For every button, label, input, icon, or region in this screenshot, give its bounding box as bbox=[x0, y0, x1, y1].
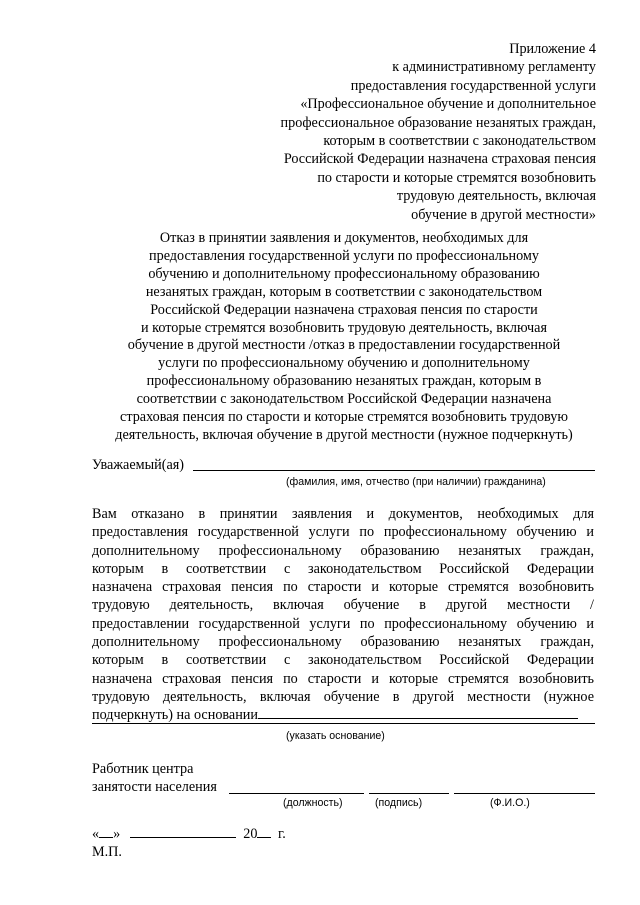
title-line: обучение в другой местности /отказ в предоставлении государственной bbox=[127, 337, 561, 354]
body-line: предоставления государственной услуги по профессиональному обучению и bbox=[92, 524, 594, 541]
appendix-line: Приложение 4 bbox=[509, 41, 596, 57]
title-line: страховая пенсия по старости и которые стремятся возобновить трудовую bbox=[120, 409, 568, 426]
appendix-line: профессиональное образование незанятых граждан, bbox=[280, 114, 596, 131]
appendix-line: предоставления государственной услуги bbox=[350, 77, 596, 94]
basis-hint: (указать основание) bbox=[286, 730, 385, 742]
appendix-line: Российской Федерации назначена страховая пенсия bbox=[283, 151, 596, 168]
basis-label: подчеркнуть) на основании bbox=[92, 707, 258, 724]
worker-label-line2: занятости населения bbox=[92, 779, 217, 795]
body-line: которым в соответствии с законодательством Российской Федерации bbox=[92, 560, 594, 577]
basis-extra-line bbox=[92, 723, 595, 724]
greeting-label: Уважаемый(ая) bbox=[92, 457, 185, 473]
appendix-line: к административному регламенту bbox=[392, 59, 596, 76]
name-hint: (Ф.И.О.) bbox=[490, 797, 530, 809]
year-blank bbox=[257, 837, 271, 838]
day-blank bbox=[99, 837, 113, 838]
title-line: Российской Федерации назначена страховая пенсия по старости bbox=[150, 301, 538, 318]
title-line: соответствии с законодательством Российской Федерации назначена bbox=[136, 391, 552, 408]
appendix-line: обучение в другой местности» bbox=[411, 206, 596, 223]
title-line: деятельность, включая обучение в другой местности (нужное подчеркнуть) bbox=[115, 426, 573, 443]
title-line: обучению и дополнительному профессиональному образованию bbox=[148, 265, 540, 282]
body-line: трудовую деятельность, включая обучение в другой местности / bbox=[92, 597, 594, 614]
title-line: Отказ в принятии заявления и документов, необходимых для bbox=[159, 230, 529, 246]
position-line bbox=[229, 793, 364, 794]
date-line bbox=[92, 826, 286, 843]
body-line: которым в соответствии с законодательством Российской Федерации bbox=[92, 652, 594, 669]
body-line: Вам отказано в принятии заявления и документов, необходимых для bbox=[92, 506, 594, 522]
signature-hint: (подпись) bbox=[375, 797, 423, 809]
appendix-line: которым в соответствии с законодательством bbox=[323, 133, 596, 150]
title-line: незанятых граждан, которым в соответствии с законодательством bbox=[145, 283, 543, 300]
greeting-name-line bbox=[193, 470, 595, 471]
appendix-header bbox=[196, 40, 596, 224]
title-line: предоставления государственной услуги по профессиональному bbox=[149, 247, 539, 264]
date-quote-close: » bbox=[113, 826, 121, 842]
title-line: услуги по профессиональному обучению и дополнительному bbox=[158, 355, 530, 372]
date-quote-open: « bbox=[92, 826, 100, 842]
year-suffix: г. bbox=[278, 826, 286, 842]
appendix-line: по старости и которые стремятся возобновить bbox=[317, 169, 596, 186]
title-line: и которые стремятся возобновить трудовую деятельность, включая bbox=[141, 319, 547, 336]
body-line: назначена страховая пенсия по старости и которые стремятся возобновить bbox=[92, 670, 594, 687]
body-last-line bbox=[92, 706, 594, 724]
signature-line bbox=[369, 793, 449, 794]
basis-blank bbox=[258, 718, 578, 719]
body-line: предоставлении государственной услуги по профессиональному обучению и bbox=[92, 615, 594, 632]
year-prefix: 20 bbox=[243, 826, 258, 842]
body-line: трудовую деятельность, включая обучение в другой местности (нужное bbox=[92, 688, 594, 705]
position-hint: (должность) bbox=[283, 797, 343, 809]
body-line: дополнительному профессиональному образованию незанятых граждан, bbox=[92, 634, 594, 651]
appendix-line: «Профессиональное обучение и дополнительное bbox=[300, 96, 596, 113]
greeting-hint: (фамилия, имя, отчество (при наличии) гражданина) bbox=[286, 476, 546, 488]
body-paragraph bbox=[92, 505, 594, 725]
document-title bbox=[88, 230, 600, 445]
body-line: назначена страховая пенсия по старости и которые стремятся возобновить bbox=[92, 579, 594, 596]
month-blank bbox=[130, 837, 236, 838]
worker-label-line1: Работник центра bbox=[92, 761, 194, 777]
title-line: профессиональному образованию незанятых граждан, которым в bbox=[146, 373, 542, 390]
name-line bbox=[454, 793, 595, 794]
stamp-label: М.П. bbox=[92, 844, 122, 860]
body-line: дополнительному профессиональному образованию незанятых граждан, bbox=[92, 542, 594, 559]
appendix-line: трудовую деятельность, включая bbox=[396, 188, 596, 205]
